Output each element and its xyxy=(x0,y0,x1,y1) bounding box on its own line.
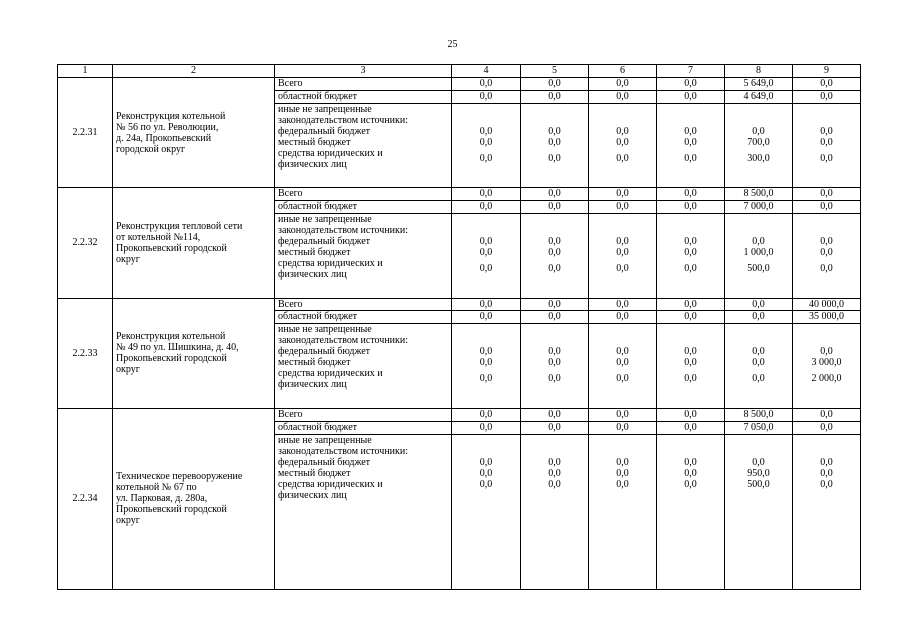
value-local: 0,0 xyxy=(479,357,493,369)
source-region-label: областной бюджет xyxy=(275,90,452,103)
value-local: 950,0 xyxy=(747,467,770,479)
header-cell: 7 xyxy=(657,65,725,78)
value-private: 0,0 xyxy=(752,373,765,385)
value-federal: 0,0 xyxy=(684,456,697,468)
header-cell: 8 xyxy=(725,65,793,78)
value-local: 0,0 xyxy=(684,467,697,479)
source-total-label: Всего xyxy=(275,408,452,421)
value-federal: 0,0 xyxy=(684,125,697,137)
other-sources-label: иные не запрещенные xyxy=(278,434,372,446)
value-federal: 0,0 xyxy=(752,235,765,247)
value-details xyxy=(521,213,589,298)
item-name-line: Реконструкция тепловой сети xyxy=(116,220,243,232)
header-row xyxy=(58,65,861,78)
item-name-line: № 56 по ул. Революции, xyxy=(116,121,219,133)
value-region: 0,0 xyxy=(452,201,521,214)
value-region: 7 050,0 xyxy=(725,421,793,434)
header-cell: 9 xyxy=(793,65,861,78)
value-local: 0,0 xyxy=(684,136,697,148)
value-details xyxy=(725,103,793,188)
source-region-label: областной бюджет xyxy=(275,421,452,434)
value-private: 0,0 xyxy=(548,262,561,274)
value-local: 0,0 xyxy=(616,357,629,369)
value-total: 40 000,0 xyxy=(793,298,861,311)
value-federal: 0,0 xyxy=(548,456,561,468)
value-details xyxy=(657,103,725,188)
value-total: 0,0 xyxy=(589,408,657,421)
value-region: 0,0 xyxy=(657,90,725,103)
item-name-line: Прокопьевский городской xyxy=(116,353,227,365)
value-private: 2 000,0 xyxy=(811,373,842,385)
header-cell: 3 xyxy=(275,65,452,78)
value-local: 0,0 xyxy=(479,136,493,148)
value-region: 0,0 xyxy=(452,311,521,324)
table-row-total xyxy=(58,408,861,421)
other-sources-label: иные не запрещенные xyxy=(278,103,372,115)
value-local: 0,0 xyxy=(820,467,833,479)
value-federal: 0,0 xyxy=(684,235,697,247)
value-details xyxy=(793,103,861,188)
private-label: физических лиц xyxy=(278,268,347,280)
value-local: 0,0 xyxy=(616,136,629,148)
value-local: 0,0 xyxy=(820,246,833,258)
value-region: 0,0 xyxy=(793,201,861,214)
source-details-label xyxy=(275,213,452,298)
item-code: 2.2.33 xyxy=(58,298,113,408)
value-region: 0,0 xyxy=(589,201,657,214)
value-details xyxy=(589,103,657,188)
value-private: 0,0 xyxy=(616,262,629,274)
value-details xyxy=(589,434,657,589)
value-region: 0,0 xyxy=(521,311,589,324)
value-private: 0,0 xyxy=(548,373,561,385)
other-sources-label: законодательством источники: xyxy=(278,335,409,347)
header-cell: 1 xyxy=(58,65,113,78)
value-total: 0,0 xyxy=(521,188,589,201)
value-details xyxy=(725,213,793,298)
value-federal: 0,0 xyxy=(752,346,765,358)
table-row-total xyxy=(58,77,861,90)
value-local: 0,0 xyxy=(479,467,493,479)
value-private: 0,0 xyxy=(479,373,493,385)
source-total-label: Всего xyxy=(275,77,452,90)
value-details xyxy=(452,103,521,188)
source-total-label: Всего xyxy=(275,188,452,201)
value-local: 0,0 xyxy=(616,246,629,258)
value-private: 0,0 xyxy=(684,152,697,164)
value-private: 0,0 xyxy=(479,262,493,274)
value-details xyxy=(725,324,793,409)
local-label: местный бюджет xyxy=(278,357,351,369)
private-label: средства юридических и xyxy=(278,368,383,380)
item-name-line: д. 24а, Прокопьевский xyxy=(116,132,212,144)
value-federal: 0,0 xyxy=(684,346,697,358)
value-private: 0,0 xyxy=(820,478,833,490)
private-label: средства юридических и xyxy=(278,147,383,159)
value-region: 0,0 xyxy=(589,311,657,324)
item-name xyxy=(113,298,275,408)
value-total: 0,0 xyxy=(452,408,521,421)
source-total-label: Всего xyxy=(275,298,452,311)
value-details xyxy=(589,324,657,409)
value-total: 0,0 xyxy=(793,188,861,201)
value-region: 0,0 xyxy=(793,90,861,103)
value-total: 8 500,0 xyxy=(725,408,793,421)
value-total: 0,0 xyxy=(657,408,725,421)
item-name xyxy=(113,77,275,187)
item-code: 2.2.34 xyxy=(58,408,113,589)
value-private: 0,0 xyxy=(479,152,493,164)
value-details xyxy=(657,324,725,409)
value-total: 0,0 xyxy=(657,298,725,311)
item-name-line: Прокопьевский городской xyxy=(116,242,227,254)
header-cell: 2 xyxy=(113,65,275,78)
value-region: 0,0 xyxy=(452,421,521,434)
value-federal: 0,0 xyxy=(479,125,493,137)
private-label: средства юридических и xyxy=(278,257,383,269)
value-region: 35 000,0 xyxy=(793,311,861,324)
value-region: 7 000,0 xyxy=(725,201,793,214)
value-local: 700,0 xyxy=(747,136,770,148)
value-private: 0,0 xyxy=(684,373,697,385)
value-details xyxy=(793,324,861,409)
value-details xyxy=(521,103,589,188)
value-details xyxy=(725,434,793,589)
header-cell: 4 xyxy=(452,65,521,78)
value-details xyxy=(657,434,725,589)
budget-table xyxy=(57,64,861,590)
header-cell: 6 xyxy=(589,65,657,78)
value-local: 0,0 xyxy=(548,246,561,258)
item-name-line: округ xyxy=(116,515,140,527)
value-private: 0,0 xyxy=(820,262,833,274)
value-region: 0,0 xyxy=(657,201,725,214)
value-private: 300,0 xyxy=(747,152,770,164)
value-details xyxy=(793,434,861,589)
value-federal: 0,0 xyxy=(479,235,493,247)
value-total: 0,0 xyxy=(452,77,521,90)
page-number: 25 xyxy=(447,39,458,50)
federal-label: федеральный бюджет xyxy=(278,456,371,468)
value-federal: 0,0 xyxy=(820,456,833,468)
value-total: 8 500,0 xyxy=(725,188,793,201)
value-federal: 0,0 xyxy=(820,346,833,358)
item-name-line: округ xyxy=(116,364,140,376)
value-private: 500,0 xyxy=(747,478,770,490)
value-private: 0,0 xyxy=(616,478,629,490)
item-name-line: № 49 по ул. Шишкина, д. 40, xyxy=(116,342,239,354)
value-private: 0,0 xyxy=(616,152,629,164)
item-name-line: округ xyxy=(116,253,140,265)
value-local: 0,0 xyxy=(752,357,765,369)
value-federal: 0,0 xyxy=(820,125,833,137)
value-total: 0,0 xyxy=(589,298,657,311)
local-label: местный бюджет xyxy=(278,246,351,258)
value-federal: 0,0 xyxy=(752,456,765,468)
other-sources-label: законодательством источники: xyxy=(278,114,409,126)
value-local: 0,0 xyxy=(684,246,697,258)
value-details xyxy=(589,213,657,298)
other-sources-label: законодательством источники: xyxy=(278,224,409,236)
value-region: 0,0 xyxy=(521,201,589,214)
value-local: 0,0 xyxy=(548,136,561,148)
source-details-label xyxy=(275,434,452,589)
local-label: местный бюджет xyxy=(278,467,351,479)
other-sources-label: иные не запрещенные xyxy=(278,213,372,225)
item-name-line: котельной № 67 по xyxy=(116,482,197,494)
value-local: 0,0 xyxy=(479,246,493,258)
item-code: 2.2.32 xyxy=(58,188,113,298)
value-federal: 0,0 xyxy=(479,456,493,468)
value-local: 0,0 xyxy=(616,467,629,479)
value-total: 0,0 xyxy=(521,408,589,421)
value-federal: 0,0 xyxy=(548,235,561,247)
header-cell: 5 xyxy=(521,65,589,78)
item-name-line: Реконструкция котельной xyxy=(116,110,226,122)
value-total: 0,0 xyxy=(793,408,861,421)
value-private: 0,0 xyxy=(548,152,561,164)
item-name xyxy=(113,188,275,298)
value-details xyxy=(452,434,521,589)
value-details xyxy=(452,213,521,298)
value-private: 0,0 xyxy=(479,478,493,490)
item-name-line: Прокопьевский городской xyxy=(116,504,227,516)
private-label: средства юридических и xyxy=(278,478,383,490)
value-federal: 0,0 xyxy=(548,346,561,358)
private-label: физических лиц xyxy=(278,158,347,170)
local-label: местный бюджет xyxy=(278,136,351,148)
item-name xyxy=(113,408,275,589)
value-local: 0,0 xyxy=(684,357,697,369)
value-region: 0,0 xyxy=(793,421,861,434)
source-region-label: областной бюджет xyxy=(275,201,452,214)
value-region: 0,0 xyxy=(589,90,657,103)
value-federal: 0,0 xyxy=(479,346,493,358)
value-federal: 0,0 xyxy=(616,346,629,358)
value-region: 0,0 xyxy=(725,311,793,324)
federal-label: федеральный бюджет xyxy=(278,235,371,247)
federal-label: федеральный бюджет xyxy=(278,125,371,137)
source-region-label: областной бюджет xyxy=(275,311,452,324)
value-private: 0,0 xyxy=(820,152,833,164)
value-local: 3 000,0 xyxy=(811,357,842,369)
value-total: 0,0 xyxy=(725,298,793,311)
value-details xyxy=(657,213,725,298)
value-region: 0,0 xyxy=(657,311,725,324)
value-total: 0,0 xyxy=(452,298,521,311)
value-details xyxy=(521,324,589,409)
value-private: 0,0 xyxy=(616,373,629,385)
value-federal: 0,0 xyxy=(616,456,629,468)
private-label: физических лиц xyxy=(278,489,347,501)
value-total: 0,0 xyxy=(793,77,861,90)
value-federal: 0,0 xyxy=(616,125,629,137)
value-total: 0,0 xyxy=(589,188,657,201)
item-name-line: Реконструкция котельной xyxy=(116,331,226,343)
item-name-line: городской округ xyxy=(116,143,186,155)
value-total: 0,0 xyxy=(657,77,725,90)
source-details-label xyxy=(275,324,452,409)
private-label: физических лиц xyxy=(278,379,347,391)
federal-label: федеральный бюджет xyxy=(278,346,371,358)
item-code: 2.2.31 xyxy=(58,77,113,187)
value-region: 0,0 xyxy=(589,421,657,434)
item-name-line: Техническое перевооружение xyxy=(116,471,243,483)
table-row-total xyxy=(58,188,861,201)
source-details-label xyxy=(275,103,452,188)
value-total: 0,0 xyxy=(521,77,589,90)
value-details xyxy=(521,434,589,589)
value-total: 0,0 xyxy=(452,188,521,201)
value-federal: 0,0 xyxy=(752,125,765,137)
value-federal: 0,0 xyxy=(616,235,629,247)
value-total: 0,0 xyxy=(521,298,589,311)
value-region: 0,0 xyxy=(521,90,589,103)
value-private: 500,0 xyxy=(747,262,770,274)
table-row-total xyxy=(58,298,861,311)
value-federal: 0,0 xyxy=(820,235,833,247)
other-sources-label: законодательством источники: xyxy=(278,445,409,457)
value-local: 0,0 xyxy=(820,136,833,148)
value-federal: 0,0 xyxy=(548,125,561,137)
value-total: 0,0 xyxy=(589,77,657,90)
value-region: 4 649,0 xyxy=(725,90,793,103)
item-name-line: от котельной №114, xyxy=(116,231,201,243)
other-sources-label: иные не запрещенные xyxy=(278,324,372,336)
value-region: 0,0 xyxy=(657,421,725,434)
value-private: 0,0 xyxy=(548,478,561,490)
value-details xyxy=(793,213,861,298)
value-local: 0,0 xyxy=(548,467,561,479)
value-region: 0,0 xyxy=(452,90,521,103)
value-details xyxy=(452,324,521,409)
value-total: 0,0 xyxy=(657,188,725,201)
value-total: 5 649,0 xyxy=(725,77,793,90)
value-local: 1 000,0 xyxy=(743,246,774,258)
value-private: 0,0 xyxy=(684,478,697,490)
value-local: 0,0 xyxy=(548,357,561,369)
value-private: 0,0 xyxy=(684,262,697,274)
item-name-line: ул. Парковая, д. 280а, xyxy=(116,493,208,505)
value-region: 0,0 xyxy=(521,421,589,434)
